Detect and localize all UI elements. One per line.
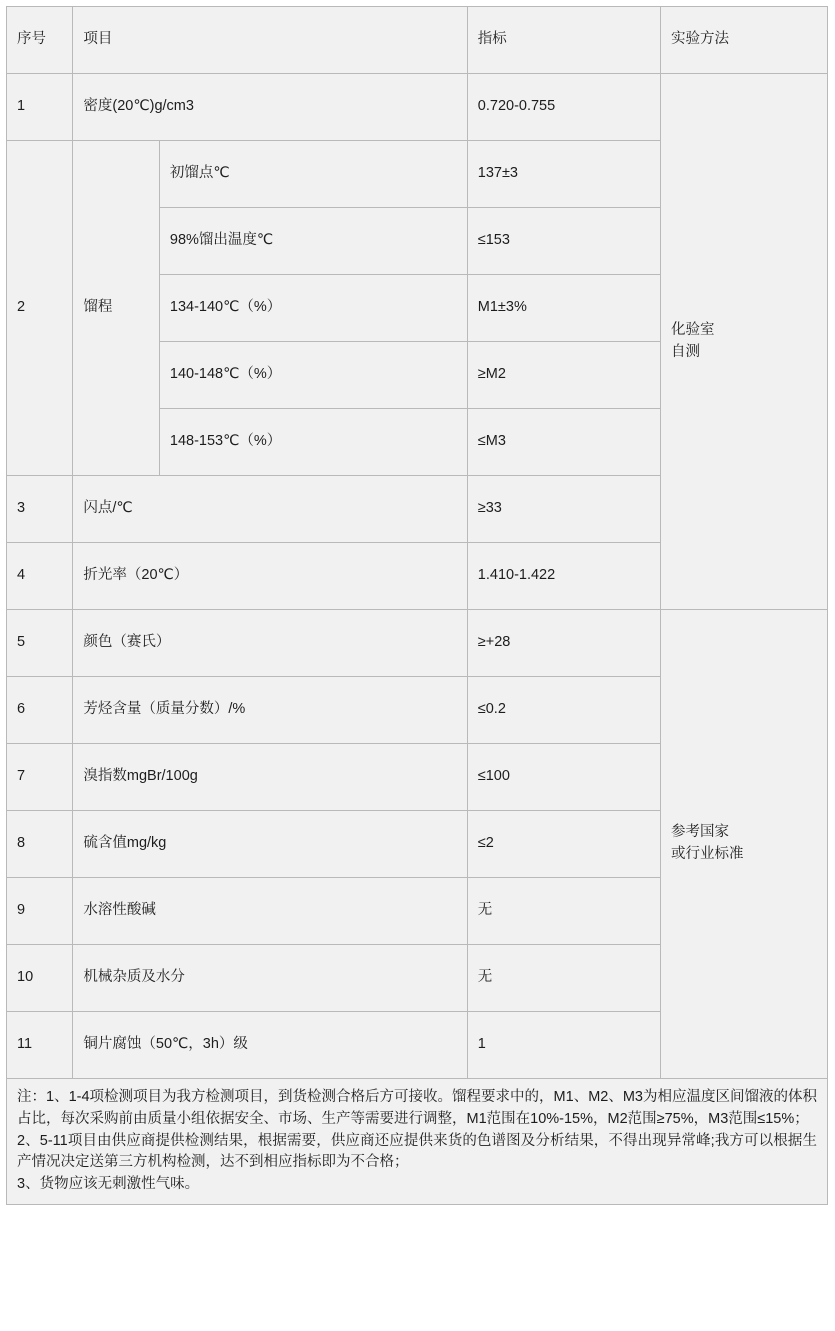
cell-subitem: 140-148℃（%）	[159, 342, 467, 409]
cell-subitem: 初馏点℃	[159, 141, 467, 208]
header-cell-method: 实验方法	[660, 7, 827, 74]
cell-item: 芳烃含量（质量分数）/%	[73, 677, 467, 744]
cell-index: ≥+28	[467, 610, 660, 677]
cell-item: 折光率（20℃）	[73, 543, 467, 610]
cell-index: ≤2	[467, 811, 660, 878]
cell-index: 137±3	[467, 141, 660, 208]
cell-index: 0.720-0.755	[467, 74, 660, 141]
cell-no: 10	[7, 945, 73, 1012]
cell-item: 铜片腐蚀（50℃，3h）级	[73, 1012, 467, 1079]
table-row	[7, 610, 828, 677]
cell-no: 1	[7, 74, 73, 141]
note-item-3: 3、货物应该无刺激性气味。	[17, 1176, 200, 1192]
cell-index: 无	[467, 878, 660, 945]
table-header-row	[7, 7, 828, 74]
note-item-1: 注：1、1-4项检测项目为我方检测项目，到货检测合格后方可接收。馏程要求中的，M1、M2、M3为相应温度区间馏液的体积占比，每次采购前由质量小组依据安全、市场、生产等需要进行调整，M1范围在10%-15%，M2范围≥75%，M3范围≤15%；	[17, 1089, 817, 1127]
table-notes-row	[7, 1079, 828, 1205]
cell-no: 6	[7, 677, 73, 744]
cell-item: 溴指数mgBr/100g	[73, 744, 467, 811]
cell-item: 馏程	[73, 141, 160, 476]
method-std-line2: 或行业标准	[670, 846, 744, 862]
cell-no: 7	[7, 744, 73, 811]
cell-no: 3	[7, 476, 73, 543]
cell-index: ≤100	[467, 744, 660, 811]
header-cell-index: 指标	[467, 7, 660, 74]
cell-no: 8	[7, 811, 73, 878]
cell-item: 硫含值mg/kg	[73, 811, 467, 878]
cell-subitem: 134-140℃（%）	[159, 275, 467, 342]
table-row	[7, 74, 828, 141]
header-cell-item: 项目	[73, 7, 467, 74]
cell-item: 闪点/℃	[73, 476, 467, 543]
method-lab-line1: 化验室	[670, 321, 715, 338]
cell-index: ≥33	[467, 476, 660, 543]
cell-index: ≥M2	[467, 342, 660, 409]
header-cell-no: 序号	[7, 7, 73, 74]
cell-index: ≤M3	[467, 409, 660, 476]
cell-index: 1	[467, 1012, 660, 1079]
note-item-2: 2、5-11项目由供应商提供检测结果，根据需要，供应商还应提供来货的色谱图及分析结果，不得出现异常峰;我方可以根据生产情况决定送第三方机构检测，达不到相应指标即为不合格；	[17, 1132, 817, 1171]
cell-no: 4	[7, 543, 73, 610]
cell-subitem: 148-153℃（%）	[159, 409, 467, 476]
cell-index: ≤0.2	[467, 677, 660, 744]
cell-method-lab	[660, 74, 827, 610]
cell-item: 颜色（赛氏）	[73, 610, 467, 677]
cell-no: 2	[7, 141, 73, 476]
cell-no: 5	[7, 610, 73, 677]
method-std-line1: 参考国家	[670, 824, 729, 841]
cell-subitem: 98%馏出温度℃	[159, 208, 467, 275]
cell-index: 无	[467, 945, 660, 1012]
cell-index: M1±3%	[467, 275, 660, 342]
method-lab-line2: 自测	[670, 343, 700, 360]
cell-method-standard	[660, 610, 827, 1079]
cell-no: 9	[7, 878, 73, 945]
cell-item: 机械杂质及水分	[73, 945, 467, 1012]
cell-index: ≤153	[467, 208, 660, 275]
cell-item: 密度(20℃)g/cm3	[73, 74, 467, 141]
notes-cell	[7, 1079, 828, 1205]
cell-item: 水溶性酸碱	[73, 878, 467, 945]
specification-table	[6, 6, 828, 1205]
cell-no: 11	[7, 1012, 73, 1079]
cell-index: 1.410-1.422	[467, 543, 660, 610]
